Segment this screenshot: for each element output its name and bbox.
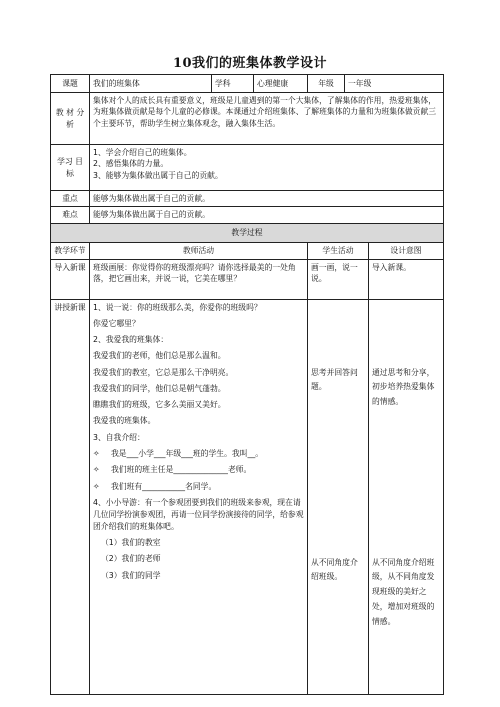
goal-item: 3、能够为集体做出属于自己的贡献。 (93, 170, 223, 180)
document-title: 10我们的班集体教学设计 (172, 56, 328, 71)
lecture-student-2: 从不同角度介绍班级。 (311, 557, 358, 582)
lecture-teacher (90, 299, 308, 694)
lecture-stage: 讲授新课 (51, 299, 90, 694)
col-stage-header: 教学环节 (51, 242, 90, 259)
teacher-line: （1）我们的教室 (101, 538, 161, 548)
key-text: 能够为集体做出属于自己的贡献。 (90, 191, 444, 207)
intro-design: 导入新课。 (369, 259, 444, 299)
teacher-line: 瞧瞧我们的班级，它多么美丽又美好。 (93, 400, 226, 410)
lesson-plan-table (50, 74, 444, 695)
teacher-line: 4、小小导游：有一个参观团要到我们的班级来参观，现在请几位同学扮演参观团，再请一位同学扮演接待的同学，给参观团介绍我们的班集体吧。 (93, 497, 304, 531)
teacher-line: 我爱我们的老师，他们总是那么温和。 (93, 351, 226, 361)
diamond-bullet-icon: ✧ (93, 448, 100, 458)
teacher-line: （3）我们的同学 (101, 570, 161, 580)
lecture-design (369, 299, 444, 694)
difficulty-row (51, 207, 444, 223)
col-student-header: 学生活动 (308, 242, 369, 259)
course-value: 我们的班集体 (90, 75, 212, 93)
key-label: 重点 (51, 191, 90, 207)
subject-label: 学科 (212, 75, 254, 93)
lecture-row (51, 299, 444, 694)
col-teacher-header: 教师活动 (90, 242, 308, 259)
intro-item: ✧ 我们班的班主任是______________老师。 (93, 464, 304, 476)
diamond-bullet-icon: ✧ (93, 465, 100, 475)
process-header-row (51, 242, 444, 259)
header-row (51, 75, 444, 93)
goals-list (90, 145, 444, 191)
difficulty-label: 难点 (51, 207, 90, 223)
goals-row (51, 145, 444, 191)
teacher-line: 1、说一说：你的班级那么美，你爱你的班级吗？ (93, 302, 262, 312)
goal-item: 2、感悟集体的力量。 (93, 159, 169, 169)
lecture-student (308, 299, 369, 694)
lecture-design-2: 从不同角度介绍班级，从不同角度发现班级的美好之处，增加对班级的情感。 (372, 557, 435, 626)
teacher-line: （2）我们的老师 (101, 554, 161, 564)
teacher-line: 你爱它哪里？ (93, 318, 140, 328)
analysis-label: 教 材 分析 (51, 93, 90, 145)
subject-value: 心理健康 (254, 75, 308, 93)
teacher-line: 我爱我们的教室，它总是那么干净明亮。 (93, 367, 234, 377)
process-band: 教学过程 (51, 223, 444, 242)
goals-label: 学习 目标 (51, 145, 90, 191)
analysis-text: 集体对个人的成长具有重要意义，班级是儿童遇到的第一个大集体，了解集体的作用，热爱班集体，为班集体做贡献是每个儿童的必修课。本课通过介绍班集体、了解班集体的力量和为班集体做贡献三个主要环节，帮助学生树立集体观念，融入集体生活。 (90, 93, 444, 145)
teacher-line: 2、我爱我的班集体： (93, 335, 169, 345)
intro-teacher: 班级画展：你觉得你的班级漂亮吗？请你选择最美的一处角落，把它画出来，并说一说，它美在哪里？ (90, 259, 308, 299)
intro-stage: 导入新课 (51, 259, 90, 299)
key-row (51, 191, 444, 207)
teacher-line: 3、自我介绍： (93, 432, 145, 442)
teacher-line: 我爱我们的同学，他们总是朝气蓬勃。 (93, 383, 226, 393)
intro-row (51, 259, 444, 299)
intro-item: ✧ 我们班有___________名同学。 (93, 481, 304, 493)
col-design-header: 设计意图 (369, 242, 444, 259)
analysis-row (51, 93, 444, 145)
lecture-design-1: 通过思考和分享，初步培养热爱集体的情感。 (372, 367, 435, 407)
grade-label: 年级 (308, 75, 345, 93)
lecture-student-1: 思考并回答问题。 (311, 367, 358, 392)
grade-value: 一年级 (345, 75, 444, 93)
goal-item: 1、学会介绍自己的班集体。 (93, 148, 192, 157)
teacher-line: 我爱我的班集体。 (93, 416, 156, 426)
course-label: 课题 (51, 75, 90, 93)
intro-student: 画一画，说一说。 (308, 259, 369, 299)
diamond-bullet-icon: ✧ (93, 481, 100, 491)
process-band-row (51, 223, 444, 242)
difficulty-text: 能够为集体做出属于自己的贡献。 (90, 207, 444, 223)
intro-item: ✧ 我是___小学___年级___班的学生。我叫__。 (93, 448, 304, 460)
